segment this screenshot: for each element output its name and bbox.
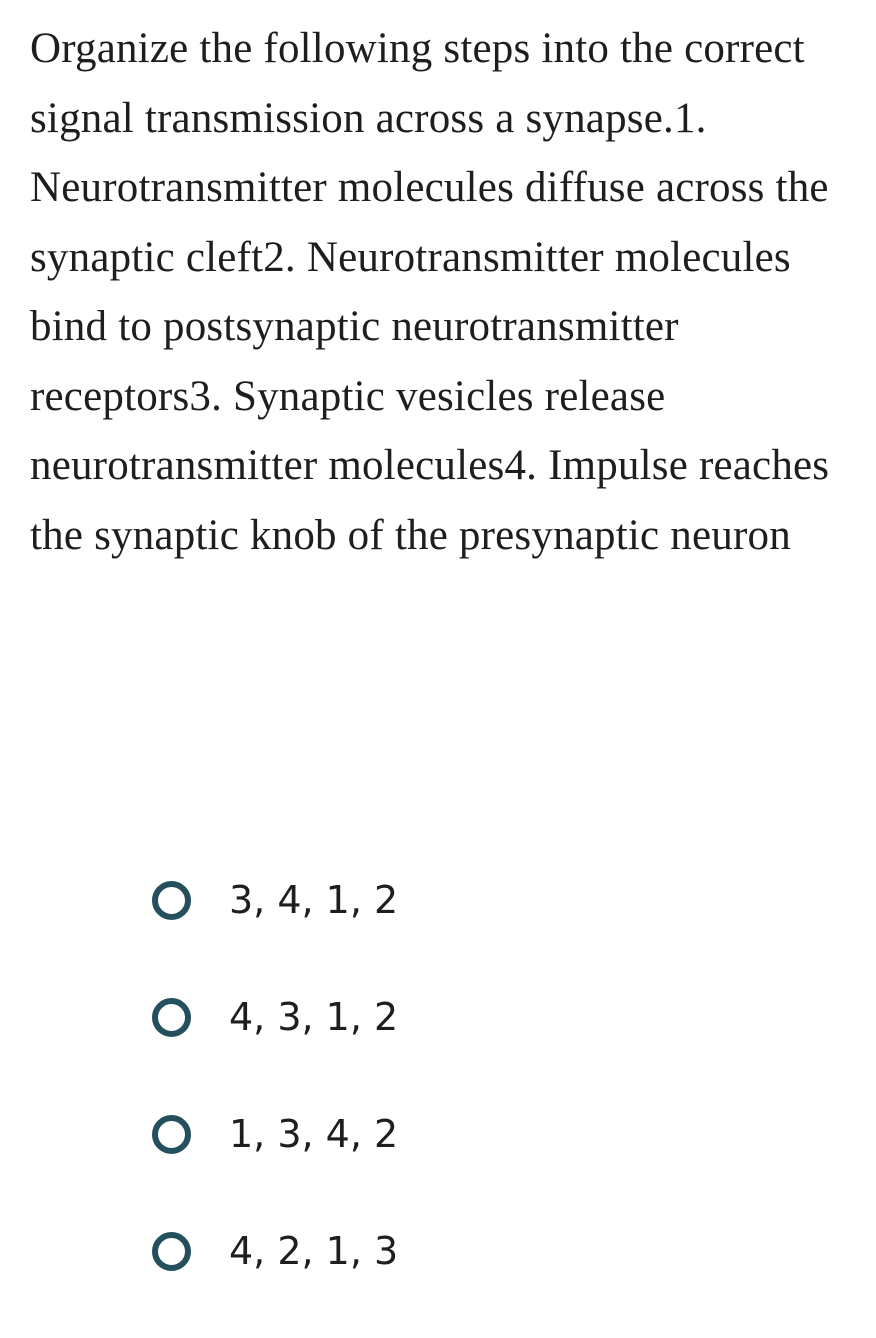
radio-button-icon[interactable] [152, 1115, 191, 1154]
answer-option-4[interactable] [152, 1221, 398, 1281]
radio-button-icon[interactable] [152, 881, 191, 920]
answer-option-1[interactable] [152, 870, 398, 930]
answer-options [152, 870, 398, 1338]
answer-option-label: 3, 4, 1, 2 [229, 878, 399, 922]
answer-option-3[interactable] [152, 1104, 398, 1164]
answer-option-label: 1, 3, 4, 2 [229, 1112, 399, 1156]
radio-button-icon[interactable] [152, 1232, 191, 1271]
radio-button-icon[interactable] [152, 998, 191, 1037]
question-text: Organize the following steps into the correct signal transmission across a synapse.1. Neurotransmitter molecules diffuse across the synaptic cleft2. Neurotransmitter molecules bind to postsynaptic neurotransmitter receptors3. Synaptic vesicles release neurotransmitter molecules4. Impulse reaches the synaptic knob of the presynaptic neuron [30, 25, 830, 559]
answer-option-label: 4, 3, 1, 2 [229, 995, 399, 1039]
answer-option-2[interactable] [152, 987, 398, 1047]
answer-option-label: 4, 2, 1, 3 [229, 1229, 399, 1273]
